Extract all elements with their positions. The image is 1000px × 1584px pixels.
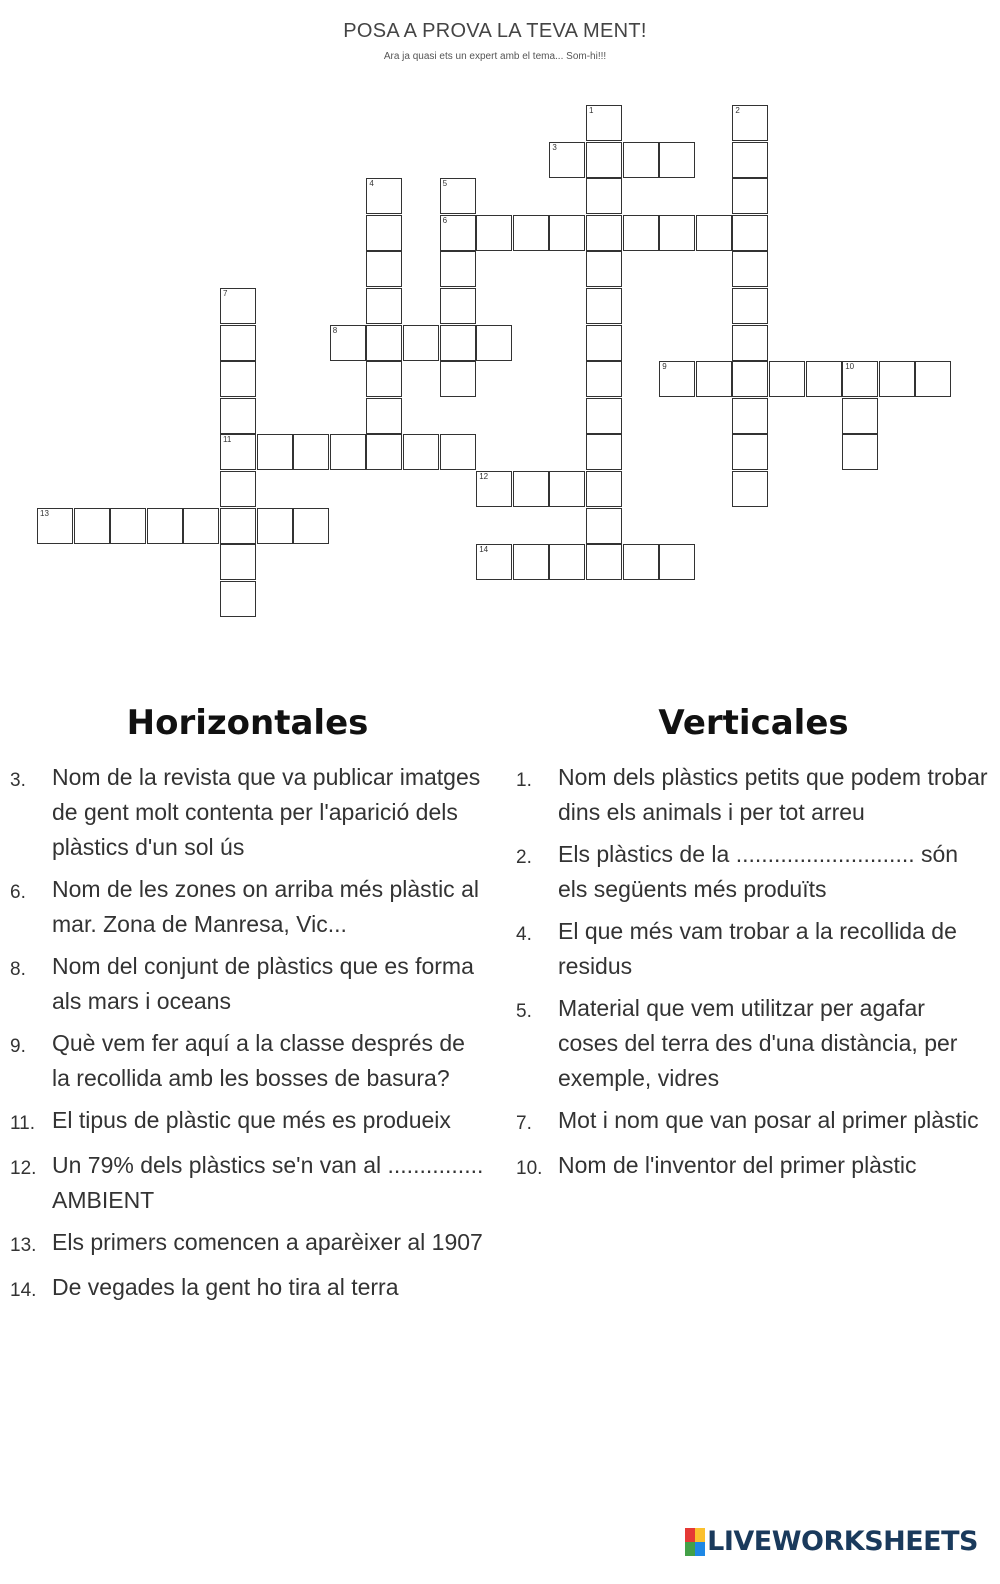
crossword-cell[interactable] <box>732 178 768 214</box>
cell-number: 3 <box>552 142 557 152</box>
across-clue-text: El tipus de plàstic que més es produeix <box>52 1107 451 1133</box>
crossword-cell[interactable] <box>220 471 256 507</box>
down-clue-number: 7. <box>516 1113 532 1134</box>
down-clue-text: Material que vem utilitzar per agafar coses del terra des d'una distància, per exemple, vidres <box>558 995 958 1091</box>
crossword-cell[interactable] <box>257 434 293 470</box>
crossword-cell[interactable] <box>366 215 402 251</box>
crossword-cell[interactable] <box>37 508 73 544</box>
logo-square <box>695 1542 705 1556</box>
crossword-cell[interactable] <box>732 215 768 251</box>
crossword-cell[interactable] <box>476 215 512 251</box>
logo-icon <box>685 1528 705 1556</box>
down-clue <box>516 760 991 830</box>
crossword-cell[interactable] <box>586 142 622 178</box>
across-clue <box>10 1225 485 1263</box>
crossword-cell[interactable] <box>586 361 622 397</box>
cell-number: 11 <box>223 435 232 445</box>
crossword-cell[interactable] <box>440 251 476 287</box>
across-clue-text: Nom del conjunt de plàstics que es forma als mars i oceans <box>52 953 474 1014</box>
page-subtitle: Ara ja quasi ets un expert amb el tema... Som-hi!!! <box>383 51 607 62</box>
crossword-cell[interactable] <box>586 471 622 507</box>
crossword-cell[interactable] <box>659 544 695 580</box>
crossword-cell[interactable] <box>842 434 878 470</box>
down-clue <box>516 1148 991 1186</box>
crossword-cell[interactable] <box>293 508 329 544</box>
crossword-cell[interactable] <box>440 325 476 361</box>
crossword-cell[interactable] <box>476 471 512 507</box>
crossword-cell[interactable] <box>842 361 878 397</box>
across-clue-text: Nom de la revista que va publicar imatges de gent molt contenta per l'aparició dels plàstics d'un sol ús <box>52 764 481 860</box>
down-clue <box>516 914 991 984</box>
crossword-cell[interactable] <box>440 215 476 251</box>
logo-square <box>685 1528 695 1542</box>
crossword-cell[interactable] <box>732 105 768 141</box>
crossword-cell[interactable] <box>220 581 256 617</box>
page-title: POSA A PROVA LA TEVA MENT! <box>343 20 647 42</box>
crossword-cell[interactable] <box>732 325 768 361</box>
crossword-cell[interactable] <box>586 105 622 141</box>
across-clue-text: Què vem fer aquí a la classe després de la recollida amb les bosses de basura? <box>52 1030 465 1091</box>
crossword-cell[interactable] <box>330 434 366 470</box>
cell-number: 12 <box>479 472 489 481</box>
crossword-cell[interactable] <box>732 434 768 470</box>
down-clue <box>516 837 991 907</box>
crossword-cell[interactable] <box>220 434 256 470</box>
crossword-cell[interactable] <box>623 544 659 580</box>
crossword-cell[interactable] <box>366 178 402 214</box>
crossword-cell[interactable] <box>586 288 622 324</box>
across-clue <box>10 949 485 1019</box>
down-clue-list <box>516 760 991 1186</box>
cell-number: 6 <box>442 215 448 225</box>
crossword-cell[interactable] <box>330 325 366 361</box>
cell-number: 8 <box>332 325 338 335</box>
down-clue-text: Els plàstics de la ............................ són els següents més produïts <box>558 841 959 902</box>
crossword-cell[interactable] <box>623 215 659 251</box>
crossword-cell[interactable] <box>732 471 768 507</box>
across-clue-number: 6. <box>10 882 26 903</box>
crossword-cell[interactable] <box>696 215 732 251</box>
crossword-cell[interactable] <box>513 471 549 507</box>
down-clue-number: 5. <box>516 1001 532 1022</box>
crossword-cell[interactable] <box>879 361 915 397</box>
crossword-cell[interactable] <box>586 325 622 361</box>
down-clue-text: Mot i nom que van posar al primer plàstic <box>558 1107 979 1133</box>
crossword-cell[interactable] <box>220 398 256 434</box>
across-clue-list <box>10 760 485 1308</box>
down-clue-text: Nom dels plàstics petits que podem trobar dins els animals i per tot arreu <box>558 764 988 825</box>
crossword-cell[interactable] <box>732 251 768 287</box>
down-clue-text: Nom de l'inventor del primer plàstic <box>558 1152 917 1178</box>
down-clue-number: 4. <box>516 924 532 945</box>
crossword-cell[interactable] <box>549 471 585 507</box>
cell-number: 10 <box>845 362 855 372</box>
down-clue-number: 10. <box>516 1158 543 1179</box>
cell-number: 14 <box>479 545 489 555</box>
cell-number: 9 <box>662 362 667 372</box>
across-clue-number: 13. <box>10 1235 37 1256</box>
across-clue-text: Nom de les zones on arriba més plàstic al mar. Zona de Manresa, Vic... <box>52 876 479 937</box>
crossword-cell[interactable] <box>732 142 768 178</box>
crossword-cell[interactable] <box>586 251 622 287</box>
down-clue <box>516 1103 991 1141</box>
across-clue-number: 8. <box>10 959 26 980</box>
crossword-cell[interactable] <box>74 508 110 544</box>
crossword-cell[interactable] <box>403 325 439 361</box>
crossword-cell[interactable] <box>586 215 622 251</box>
across-clue <box>10 1148 485 1218</box>
crossword-cell[interactable] <box>440 288 476 324</box>
across-clue-number: 11. <box>10 1113 36 1134</box>
cell-number: 4 <box>369 179 374 189</box>
crossword-cell[interactable] <box>366 361 402 397</box>
crossword-cell[interactable] <box>476 325 512 361</box>
crossword-cell[interactable] <box>220 361 256 397</box>
crossword-cell[interactable] <box>549 142 585 178</box>
crossword-cell[interactable] <box>220 325 256 361</box>
crossword-cell[interactable] <box>659 361 695 397</box>
across-clue-text: De vegades la gent ho tira al terra <box>52 1274 399 1300</box>
crossword-cell[interactable] <box>476 544 512 580</box>
crossword-cell[interactable] <box>220 288 256 324</box>
crossword-cell[interactable] <box>586 398 622 434</box>
crossword-cell[interactable] <box>842 398 878 434</box>
down-clue-number: 1. <box>516 770 532 791</box>
across-clue-text: Un 79% dels plàstics se'n van al ............... AMBIENT <box>52 1152 484 1213</box>
crossword-cell[interactable] <box>366 325 402 361</box>
crossword-cell[interactable] <box>366 398 402 434</box>
crossword-cell[interactable] <box>440 434 476 470</box>
crossword-cell[interactable] <box>915 361 951 397</box>
crossword-cell[interactable] <box>586 508 622 544</box>
cell-number: 13 <box>40 508 49 518</box>
crossword-cell[interactable] <box>147 508 183 544</box>
crossword-cell[interactable] <box>586 544 622 580</box>
crossword-cell[interactable] <box>732 288 768 324</box>
across-clue-number: 12. <box>10 1158 37 1179</box>
across-clue <box>10 1103 485 1141</box>
crossword-cell[interactable] <box>659 142 695 178</box>
logo-square <box>695 1528 705 1542</box>
down-clues <box>516 700 991 1193</box>
crossword-cell[interactable] <box>806 361 842 397</box>
across-clue <box>10 760 485 865</box>
crossword-cell[interactable] <box>513 215 549 251</box>
crossword-cell[interactable] <box>549 544 585 580</box>
crossword-grid <box>0 0 1000 640</box>
crossword-cell[interactable] <box>220 544 256 580</box>
crossword-cell[interactable] <box>513 544 549 580</box>
crossword-cell[interactable] <box>366 288 402 324</box>
crossword-cell[interactable] <box>586 434 622 470</box>
crossword-cell[interactable] <box>183 508 219 544</box>
logo-text: LIVEWORKSHEETS <box>707 1526 978 1557</box>
logo-square <box>685 1542 695 1556</box>
crossword-cell[interactable] <box>732 361 768 397</box>
crossword-cell[interactable] <box>366 251 402 287</box>
across-clue <box>10 1270 485 1308</box>
across-clue <box>10 872 485 942</box>
crossword-cell[interactable] <box>440 178 476 214</box>
crossword-cell[interactable] <box>769 361 805 397</box>
across-clue-number: 9. <box>10 1036 26 1057</box>
crossword-cell[interactable] <box>257 508 293 544</box>
across-title: Horizontales <box>126 703 369 743</box>
crossword-cell[interactable] <box>696 361 732 397</box>
crossword-cell[interactable] <box>220 508 256 544</box>
crossword-cell[interactable] <box>110 508 146 544</box>
down-clue-text: El que més vam trobar a la recollida de residus <box>558 918 957 979</box>
down-clue <box>516 991 991 1096</box>
crossword-cell[interactable] <box>293 434 329 470</box>
crossword-cell[interactable] <box>440 361 476 397</box>
crossword-cell[interactable] <box>586 178 622 214</box>
liveworksheets-logo[interactable] <box>685 1526 978 1557</box>
cell-number: 7 <box>223 289 228 298</box>
crossword-cell[interactable] <box>659 215 695 251</box>
across-clues <box>10 700 485 1315</box>
across-clue <box>10 1026 485 1096</box>
crossword-cell[interactable] <box>732 398 768 434</box>
across-clue-number: 14. <box>10 1280 37 1301</box>
crossword-cell[interactable] <box>403 434 439 470</box>
crossword-cell[interactable] <box>549 215 585 251</box>
cell-number: 5 <box>442 179 448 189</box>
down-clue-number: 2. <box>516 847 532 868</box>
across-clue-text: Els primers comencen a aparèixer al 1907 <box>52 1229 483 1255</box>
crossword-cell[interactable] <box>623 142 659 178</box>
cell-number: 1 <box>589 106 594 115</box>
down-title: Verticales <box>658 703 849 743</box>
across-clue-number: 3. <box>10 770 26 791</box>
crossword-cell[interactable] <box>366 434 402 470</box>
cell-number: 2 <box>735 106 740 115</box>
